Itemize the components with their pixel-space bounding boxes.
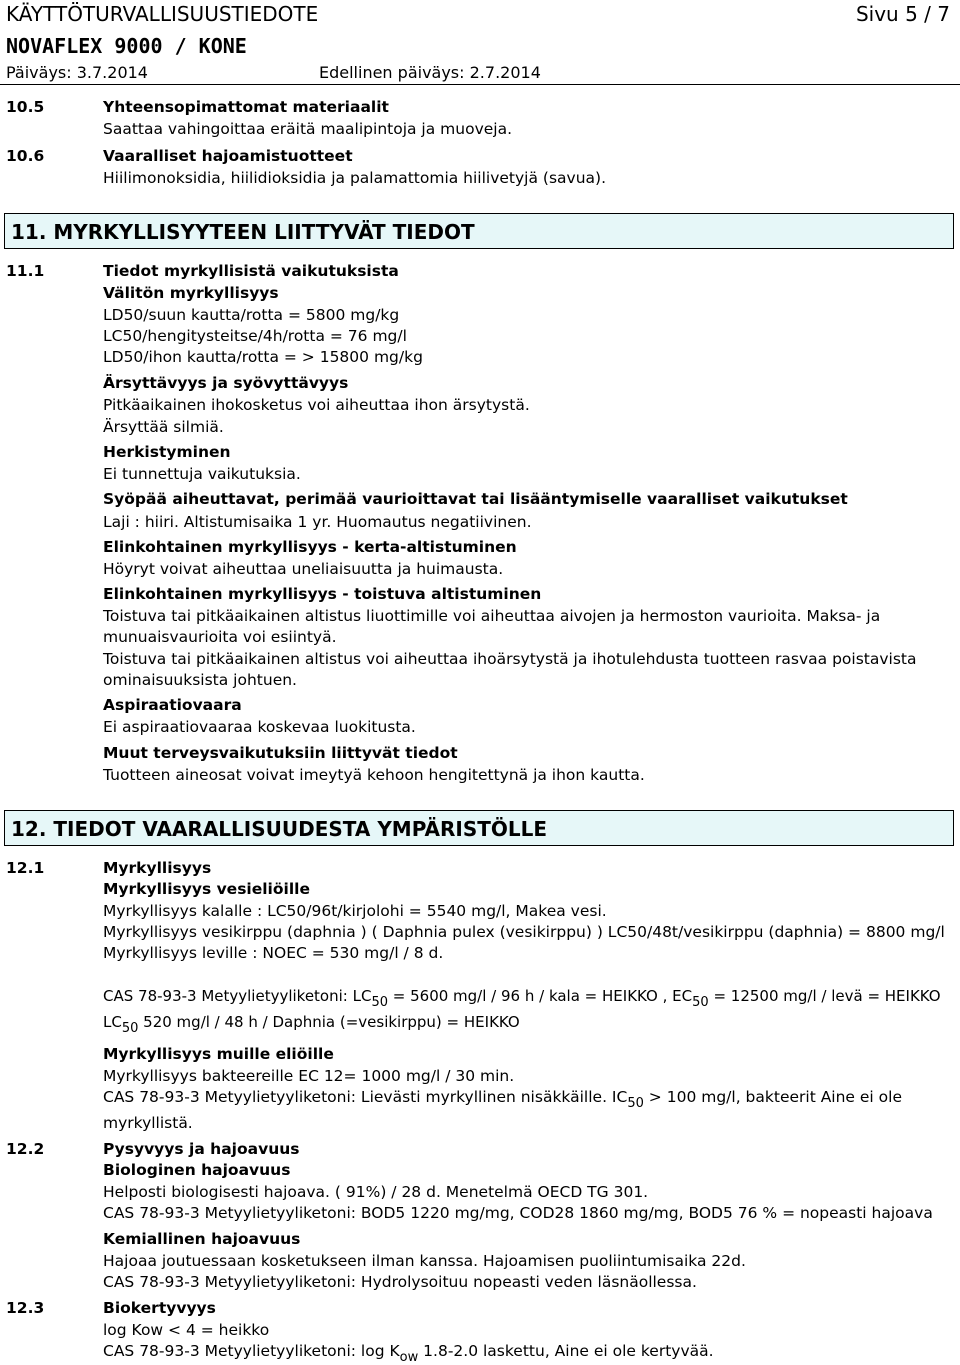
- paragraph: Helposti biologisesti hajoava. ( 91%) / 28 d. Menetelmä OECD TG 301.: [103, 1183, 649, 1201]
- paragraph: CAS 78-93-3 Metyylietyyliketoni: $\log K_{ow}$ 1.8-2.0 laskettu, Aine ei ole kertyvää.: [103, 1342, 714, 1365]
- section-11-header: [4, 213, 954, 249]
- paragraph: LD50/suun kautta/rotta = 5800 mg/kg: [103, 306, 400, 324]
- paragraph: LD50/ihon kautta/rotta = > 15800 mg/kg: [103, 348, 423, 366]
- document-title: KÄYTTÖTURVALLISUUSTIEDOTE: [6, 2, 319, 26]
- subsection-heading: Biokertyvyys: [103, 1299, 216, 1317]
- subsection-heading: Pysyvyys ja hajoavuus: [103, 1140, 300, 1158]
- subsection-heading: Tiedot myrkyllisistä vaikutuksista: [103, 262, 399, 280]
- paragraph: log Kow < 4 = heikko: [103, 1321, 270, 1339]
- subsection-number: 10.6: [6, 147, 45, 165]
- subheading: Aspiraatiovaara: [103, 696, 242, 714]
- paragraph: CAS 78-93-3 Metyylietyyliketoni: BOD5 1220 mg/mg, COD28 1860 mg/mg, BOD5 76 % = nopeasti hajoava: [103, 1204, 933, 1222]
- subheading: Myrkyllisyys vesieliöille: [103, 880, 310, 898]
- paragraph: LC50/hengitysteitse/4h/rotta = 76 mg/l: [103, 327, 407, 345]
- subheading: Myrkyllisyys muille eliöille: [103, 1045, 334, 1063]
- section-12-header: [4, 810, 954, 846]
- paragraph: Höyryt voivat aiheuttaa uneliaisuutta ja huimausta.: [103, 560, 504, 578]
- subheading: Elinkohtainen myrkyllisyys - kerta-altistuminen: [103, 538, 517, 556]
- paragraph: Saattaa vahingoittaa eräitä maalipintoja ja muoveja.: [103, 120, 513, 138]
- subsection-number: 12.2: [6, 1140, 45, 1158]
- paragraph: myrkyllistä.: [103, 1114, 193, 1132]
- subsection-heading: Myrkyllisyys: [103, 859, 212, 877]
- product-name: NOVAFLEX 9000 / KONE: [6, 34, 247, 58]
- subheading: Syöpää aiheuttavat, perimää vaurioittavat tai lisääntymiselle vaaralliset vaikutukset: [103, 490, 848, 508]
- paragraph: CAS 78-93-3 Metyylietyyliketoni: Hydrolysoituu nopeasti veden läsnäollessa.: [103, 1273, 697, 1291]
- header-divider: [0, 84, 960, 85]
- subheading: Biologinen hajoavuus: [103, 1161, 291, 1179]
- paragraph: Laji : hiiri. Altistumisaika 1 yr. Huomautus negatiivinen.: [103, 513, 532, 531]
- paragraph: Hiilimonoksidia, hiilidioksidia ja palamattomia hiilivetyjä (savua).: [103, 169, 607, 187]
- subheading: Muut terveysvaikutuksiin liittyvät tiedot: [103, 744, 458, 762]
- paragraph: Toistuva tai pitkäaikainen altistus voi aiheuttaa ihoärsytystä ja ihotulehdusta tuotteen rasvaa poistavista ominaisuuksista johtuen.: [103, 650, 917, 689]
- paragraph: Myrkyllisyys leville : NOEC = 530 mg/l / 8 d.: [103, 944, 444, 962]
- page-number: Sivu 5 / 7: [855, 2, 950, 26]
- paragraph: CAS 78-93-3 Metyylietyyliketoni: Lievästi myrkyllinen nisäkkäille. $IC_{50} > 100$ mg/l, bakteerit Aine ei ole: [103, 1088, 902, 1111]
- issue-date: Päiväys: 3.7.2014: [6, 63, 148, 82]
- paragraph: Myrkyllisyys vesikirppu (daphnia ) ( Daphnia pulex (vesikirppu) ) LC50/48t/vesikirppu (daphnia) = 8800 mg/l: [103, 923, 945, 941]
- paragraph: Myrkyllisyys bakteereille EC 12= 1000 mg/l / 30 min.: [103, 1067, 515, 1085]
- paragraph: Myrkyllisyys kalalle : LC50/96t/kirjolohi = 5540 mg/l, Makea vesi.: [103, 902, 607, 920]
- subsection-number: 12.1: [6, 859, 45, 877]
- paragraph: Ärsyttää silmiä.: [103, 418, 224, 436]
- paragraph: Ei tunnettuja vaikutuksia.: [103, 465, 301, 483]
- subheading: Elinkohtainen myrkyllisyys - toistuva altistuminen: [103, 585, 542, 603]
- subheading: Ärsyttävyys ja syövyttävyys: [103, 374, 349, 392]
- subsection-number: 12.3: [6, 1299, 45, 1317]
- subheading: Välitön myrkyllisyys: [103, 284, 279, 302]
- section-title: 11. MYRKYLLISYYTEEN LIITTYVÄT TIEDOT: [11, 220, 475, 244]
- paragraph: $LC_{50}$ 520 mg/l / 48 h / Daphnia (=vesikirppu) = HEIKKO: [103, 1013, 520, 1036]
- section-title: 12. TIEDOT VAARALLISUUDESTA YMPÄRISTÖLLE: [11, 817, 548, 841]
- paragraph: Hajoaa joutuessaan kosketukseen ilman kanssa. Hajoamisen puoliintumisaika 22d.: [103, 1252, 746, 1270]
- subsection-number: 11.1: [6, 262, 45, 280]
- previous-date: Edellinen päiväys: 2.7.2014: [319, 63, 541, 82]
- subsection-number: 10.5: [6, 98, 45, 116]
- paragraph: Toistuva tai pitkäaikainen altistus liuottimille voi aiheuttaa aivojen ja hermoston vaurioita. Maksa- ja munuaisvaurioita voi esiintyä.: [103, 607, 881, 646]
- paragraph: Ei aspiraatiovaaraa koskevaa luokitusta.: [103, 718, 416, 736]
- paragraph: Tuotteen aineosat voivat imeytyä kehoon hengitettynä ja ihon kautta.: [103, 766, 645, 784]
- subheading: Herkistyminen: [103, 443, 231, 461]
- subheading: Kemiallinen hajoavuus: [103, 1230, 301, 1248]
- subsection-heading: Yhteensopimattomat materiaalit: [103, 98, 389, 116]
- subsection-heading: Vaaralliset hajoamistuotteet: [103, 147, 353, 165]
- paragraph: Pitkäaikainen ihokosketus voi aiheuttaa ihon ärsytystä.: [103, 396, 530, 414]
- paragraph: CAS 78-93-3 Metyylietyyliketoni: $LC_{50} = 5600$ mg/l / 96 h / kala = HEIKKO , $EC_{50} = 12500$ mg/l / levä = HEIKKO: [103, 987, 941, 1010]
